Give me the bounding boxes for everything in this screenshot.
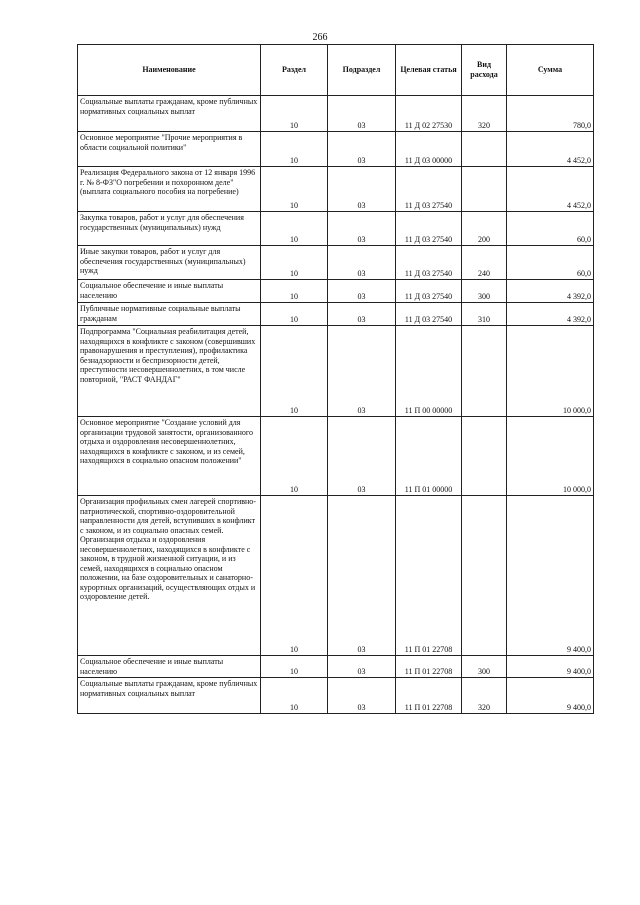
cell-vid: 300 <box>462 280 507 303</box>
col-header-name: Наименование <box>78 45 261 96</box>
cell-name: Иные закупки товаров, работ и услуг для обеспечения государственных (муниципальных) нужд <box>78 246 261 280</box>
cell-name: Публичные нормативные социальные выплаты гражданам <box>78 303 261 326</box>
cell-podrazdel: 03 <box>328 678 396 714</box>
cell-razdel: 10 <box>261 326 328 417</box>
table-row <box>78 303 594 326</box>
cell-razdel: 10 <box>261 678 328 714</box>
cell-summa: 10 000,0 <box>507 417 594 496</box>
cell-podrazdel: 03 <box>328 212 396 246</box>
cell-name: Социальные выплаты гражданам, кроме публичных нормативных социальных выплат <box>78 678 261 714</box>
cell-name: Подпрограмма "Социальная реабилитация детей, находящихся в конфликте с законом (совершивших правонарушения и преступления), профилактика безнадзорности и беспризорности детей, преступности несовершеннолетних, в том числе повторной, "РАСТ ФАНДАГ" <box>78 326 261 417</box>
cell-vid: 200 <box>462 212 507 246</box>
cell-podrazdel: 03 <box>328 656 396 678</box>
cell-podrazdel: 03 <box>328 246 396 280</box>
table-row <box>78 656 594 678</box>
page-number: 266 <box>312 32 328 43</box>
cell-podrazdel: 03 <box>328 417 396 496</box>
cell-podrazdel: 03 <box>328 496 396 656</box>
table-row <box>78 678 594 714</box>
cell-name: Основное мероприятие "Прочие мероприятия в области социальной политики" <box>78 132 261 167</box>
cell-statya: 11 Д 03 27540 <box>396 280 462 303</box>
cell-vid: 310 <box>462 303 507 326</box>
cell-name: Организация профильных смен лагерей спортивно-патриотической, спортивно-оздоровительной направленности для детей, вступивших в конфликт с законом, и из социально опасных семей. Организация отдыха и оздоровления несовершеннолетних, находящихся в конфликте с законом, в трудной жизненной ситуации, и из семей, находящихся в социально опасном положении, на базе оздоровительных и санаторно-курортных организаций, осуществляющих отдых и оздоровление детей. <box>78 496 261 656</box>
table-row <box>78 96 594 132</box>
col-header-podrazdel: Подраздел <box>328 45 396 96</box>
cell-vid <box>462 167 507 212</box>
cell-summa: 4 452,0 <box>507 132 594 167</box>
table-row <box>78 496 594 656</box>
table-row <box>78 132 594 167</box>
cell-podrazdel: 03 <box>328 167 396 212</box>
cell-statya: 11 П 01 00000 <box>396 417 462 496</box>
cell-summa: 10 000,0 <box>507 326 594 417</box>
table-row <box>78 167 594 212</box>
cell-razdel: 10 <box>261 417 328 496</box>
table-row <box>78 280 594 303</box>
cell-razdel: 10 <box>261 132 328 167</box>
cell-summa: 9 400,0 <box>507 678 594 714</box>
cell-razdel: 10 <box>261 167 328 212</box>
header-row <box>78 45 594 96</box>
col-header-summa: Сумма <box>507 45 594 96</box>
col-header-razdel: Раздел <box>261 45 328 96</box>
cell-podrazdel: 03 <box>328 96 396 132</box>
cell-statya: 11 П 00 00000 <box>396 326 462 417</box>
cell-podrazdel: 03 <box>328 326 396 417</box>
cell-statya: 11 П 01 22708 <box>396 496 462 656</box>
cell-statya: 11 Д 03 27540 <box>396 246 462 280</box>
cell-razdel: 10 <box>261 303 328 326</box>
cell-razdel: 10 <box>261 496 328 656</box>
cell-vid: 240 <box>462 246 507 280</box>
cell-statya: 11 Д 02 27530 <box>396 96 462 132</box>
cell-razdel: 10 <box>261 280 328 303</box>
cell-podrazdel: 03 <box>328 132 396 167</box>
cell-vid <box>462 132 507 167</box>
cell-name: Социальное обеспечение и иные выплаты населению <box>78 656 261 678</box>
cell-summa: 4 452,0 <box>507 167 594 212</box>
cell-vid <box>462 326 507 417</box>
cell-statya: 11 Д 03 00000 <box>396 132 462 167</box>
cell-podrazdel: 03 <box>328 303 396 326</box>
cell-name: Основное мероприятие "Создание условий для организации трудовой занятости, организованного отдыха и оздоровления несовершеннолетних, находящихся в конфликте с законом, и из семей, находящихся в социально опасном положении" <box>78 417 261 496</box>
cell-vid <box>462 417 507 496</box>
cell-name: Социальное обеспечение и иные выплаты населению <box>78 280 261 303</box>
table-row <box>78 212 594 246</box>
cell-podrazdel: 03 <box>328 280 396 303</box>
col-header-vid: Вид расхода <box>462 45 507 96</box>
cell-summa: 4 392,0 <box>507 280 594 303</box>
cell-summa: 9 400,0 <box>507 496 594 656</box>
table-row <box>78 246 594 280</box>
cell-vid <box>462 496 507 656</box>
cell-summa: 4 392,0 <box>507 303 594 326</box>
table-row <box>78 326 594 417</box>
cell-vid: 320 <box>462 678 507 714</box>
cell-statya: 11 Д 03 27540 <box>396 303 462 326</box>
cell-name: Социальные выплаты гражданам, кроме публичных нормативных социальных выплат <box>78 96 261 132</box>
cell-statya: 11 Д 03 27540 <box>396 167 462 212</box>
cell-razdel: 10 <box>261 212 328 246</box>
cell-vid: 300 <box>462 656 507 678</box>
cell-summa: 780,0 <box>507 96 594 132</box>
col-header-statya: Целевая статья <box>396 45 462 96</box>
cell-razdel: 10 <box>261 246 328 280</box>
cell-razdel: 10 <box>261 96 328 132</box>
cell-summa: 9 400,0 <box>507 656 594 678</box>
cell-summa: 60,0 <box>507 212 594 246</box>
cell-summa: 60,0 <box>507 246 594 280</box>
cell-name: Реализация Федерального закона от 12 января 1996 г. № 8-ФЗ"О погребении и похоронном деле" (выплата социального пособия на погребение) <box>78 167 261 212</box>
cell-statya: 11 П 01 22708 <box>396 678 462 714</box>
cell-statya: 11 Д 03 27540 <box>396 212 462 246</box>
cell-razdel: 10 <box>261 656 328 678</box>
budget-table <box>77 44 594 714</box>
cell-name: Закупка товаров, работ и услуг для обеспечения государственных (муниципальных) нужд <box>78 212 261 246</box>
cell-statya: 11 П 01 22708 <box>396 656 462 678</box>
table-row <box>78 417 594 496</box>
cell-vid: 320 <box>462 96 507 132</box>
